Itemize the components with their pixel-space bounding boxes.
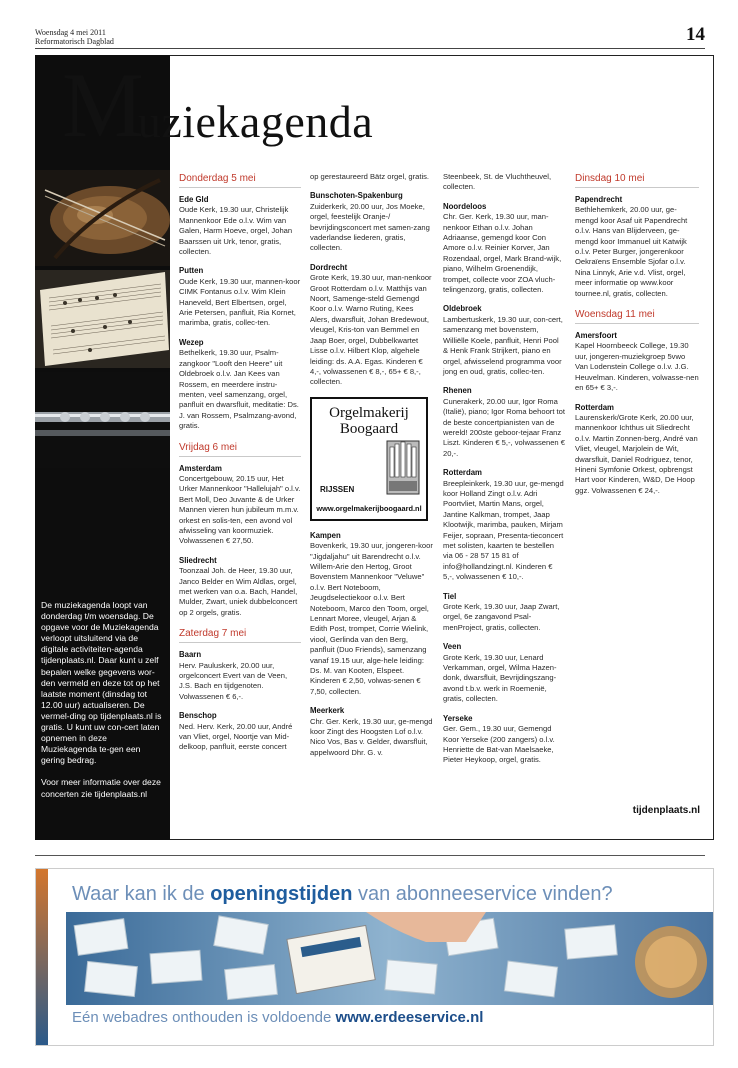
event (443, 386, 565, 459)
event-text: Breepleinkerk, 19.30 uur, ge-mengd koor Holland Zingt o.l.v. Adri Poortvliet, Martin Mans, orgel, Jantine Kalkman, trompet, Jaap Klootwijk, marimba, pauken, Mirjam Feijer, sopraan, Presenta-tieconcert met solisten, kaarten te bestellen via 06 - 28 57 15 81 of info@hollandzingt.nl. Kinderen € 5,-, volwassenen € 10,-. (443, 478, 564, 582)
day-heading: Vrijdag 6 mei (179, 441, 301, 457)
event (575, 195, 699, 299)
event-text: Concertgebouw, 20.15 uur, Het Urker Mannenkoor "Hallelujah" o.l.v. Bert Moll, Deo Juvante & de Urker Mannen vieren hun jubileum m.m.v. orkest en solis-ten, een avond vol afwisseling van koormuziek. Volwassenen € 27,50. (179, 473, 301, 546)
event-place: Benschop (179, 711, 217, 721)
event (179, 711, 301, 753)
event (575, 403, 699, 497)
event (179, 338, 301, 432)
event (179, 556, 301, 618)
event (443, 468, 565, 582)
event-place: Sliedrecht (179, 555, 217, 565)
event (310, 191, 433, 253)
event-place: Wezep (179, 337, 204, 347)
event-place: Ede Gld (179, 195, 209, 204)
event (310, 263, 433, 388)
event-place: Amsterdam (179, 463, 222, 473)
event-place: Veen (443, 642, 462, 652)
agenda-column-2 (310, 172, 433, 767)
banner-photo (66, 912, 713, 1005)
banner-question-post: van abonneeservice vinden? (352, 883, 613, 905)
event-place: Meerkerk (310, 706, 345, 716)
advert-title-line2: Boogaard (339, 420, 399, 437)
banner-color-strip (36, 869, 48, 1045)
advert-city: RIJSSEN (320, 484, 355, 494)
event-place: Amersfoort (575, 331, 618, 341)
abonneeservice-banner[interactable] (35, 868, 714, 1046)
header-divider (35, 48, 705, 49)
sheet-music-photo (35, 270, 170, 368)
event (443, 714, 565, 766)
section-divider (35, 855, 705, 856)
event-place: Putten (179, 266, 204, 276)
masthead (35, 28, 114, 46)
event-continued: Steenbeek, St. de Vluchtheuvel, collecten. (443, 172, 552, 192)
event-text: Lambertuskerk, 19.30 uur, con-cert, samenzang met bovenstem, Williëlle Koele, panfluit, Henri Pool & Henk Frank Strijkert, piano en orgel, afwisselend programma voor jong en oud, gratis, collec-ten. (443, 314, 563, 376)
event-text: Chr. Ger. Kerk, 19.30 uur, ge-mengd koor Zingt des Hoogsten Lof o.l.v. Nico Vos, Bas v. Gelder, dwarsfluit, appelwoord Dhr. G. v. (310, 716, 433, 757)
title-rest: uziekagenda (137, 96, 374, 147)
event-text: Cunerakerk, 20.00 uur, Igor Roma (Italië), piano; Igor Roma behoort tot de beste concertpianisten van de wereld! 200ste geboor-tejaar Franz Liszt. Kinderen € 5,-, volwassenen € 20,-. (443, 396, 565, 458)
erdeeservice-link[interactable]: www.erdeeservice.nl (335, 1009, 484, 1026)
advert-title-line1: Orgelmakerij (329, 404, 409, 421)
newspaper-name: Reformatorisch Dagblad (35, 37, 114, 46)
event-place: Kampen (310, 530, 341, 540)
event-place: Tiel (443, 591, 457, 601)
event (179, 464, 301, 547)
event-text: Grote Kerk, 19.30 uur, Jaap Zwart, orgel, 6e zangavond Psal-menProject, gratis, collecten. (443, 602, 560, 632)
event-text: Bethelkerk, 19.30 uur, Psalm-zangkoor "Looft den Heere" uit Oldebroek o.l.v. Jan Kees van Rossem, en meerdere instru-menten, veel samenzang, orgel, panfluit en dwarsfluit, meditatie: Ds. J. van Rossem, Psalmzang-avond, gratis. (179, 348, 299, 431)
event-text: Grote Kerk, 19.30 uur, Lenard Verkamman, orgel, Wilma Hazen-donk, dwarsfluit, Bevrijdingszang-avond t.b.v. werk in Roemenië, gratis, collecten. (443, 652, 557, 704)
orgelmakerij-advert[interactable] (310, 397, 428, 521)
event-place: Yerseke (443, 713, 473, 723)
sidebar-info (41, 600, 165, 811)
day-heading: Zaterdag 7 mei (179, 627, 301, 643)
event-place: Baarn (179, 650, 202, 660)
event-text: Grote Kerk, 19.30 uur, man-nenkoor Groot Rotterdam o.l.v. Matthijs van Noort, Samenge-steld Gemengd Koor o.l.v. Warno Ruting, Kees Alers, dwarsfluit, Johan Bredewout, vleugel, Kris-ton van Bemmel en Jaap Boer, orgel, Dubbelkwartet Lisse o.l.v. Hilbert Klop, algehele leiding: ds. A.A. Egas. Kinderen € 4,-, volwassenen € 8,-, 65+ € 8,-, collecten. (310, 273, 432, 387)
event-text: Chr. Ger. Kerk, 19.30 uur, man-nenkoor Ethan o.l.v. Johan Adriaanse, gemengd koor Con Amore o.l.v. Reinier Korver, Jan Rozendaal, orgel, Mark Brand-wijk, piano, Wilhelm Groenendijk, trompet, collecte voor ZOA vluch-telingenzorg, gratis, collecten. (443, 212, 562, 295)
agenda-column-1 (179, 172, 301, 762)
event (443, 304, 565, 377)
sidebar-paragraph: Voor meer informatie over deze concerten zie tijdenplaats.nl (41, 777, 161, 799)
event-place: Oldebroek (443, 304, 482, 314)
event-text: Herv. Pauluskerk, 20.00 uur, orgelconcert Evert van de Veen, J.S. Bach en tijdgenoten. Volwassenen € 6,-. (179, 660, 288, 701)
event-text: Zuiderkerk, 20.00 uur, Jos Moeke, orgel, feestelijk Oranje-/ bevrijdingsconcert met samen-zang vaderlandse liederen, gratis, collecten. (310, 201, 430, 253)
event (179, 195, 301, 257)
day-heading: Woensdag 11 mei (575, 308, 699, 324)
event-text: Bethlehemkerk, 20.00 uur, ge-mengd koor Asaf uit Papendrecht o.l.v. Hans van Blijderveen, ge-mengd koor Immanuel uit Katwijk o.l.v. Peter Burger, jongerenkoor Oekraïens Ensemble Sjofar o.l.v. Nina Linnyk, Arie v.d. Vlist, orgel, meer informatie op www.koor tournee.nl, gratis, collecten. (575, 205, 688, 298)
event (443, 642, 565, 704)
event-text: Kapel Hoornbeeck College, 19.30 uur, jongeren-muziekgroep 5vwo Van Lodenstein College o.l.v. J.G. Heuvelman. Kinderen, volwasse-nen en 65+ € 3,-. (575, 341, 699, 393)
advert-url[interactable]: www.orgelmakerijboogaard.nl (316, 504, 422, 514)
event (443, 592, 565, 634)
event-place: Rotterdam (443, 468, 482, 478)
event-place: Dordrecht (310, 262, 348, 272)
banner-question-pre: Waar kan ik de (72, 883, 211, 905)
event-text: Toonzaal Joh. de Heer, 19.30 uur, Janco Belder en Wim Aldlas, orgel, met werken van o.a. Bach, Handel, Mulder, Zwart, uniek dubbelconcert op 2 orgels, gratis. (179, 566, 298, 617)
event-text: Ger. Gem., 19.30 uur, Gemengd Koor Yerseke (200 zangers) o.l.v. Henriette de Bat-van Maelsaeke, Pieter Heykoop, orgel, gratis. (443, 724, 555, 765)
event (179, 266, 301, 328)
event-text: Oude Kerk, 19.30 uur, mannen-koor CIMK Fontanus o.l.v. Wim Klein Haneveld, Bert Elbertsen, orgel, Arie Petersen, panfluit, Ria Kornet, marimba, gratis, collec-ten. (179, 276, 301, 328)
violin-photo (35, 170, 170, 266)
banner-question-bold: openingstijden (210, 883, 353, 905)
banner-footer (72, 1009, 483, 1026)
tijdenplaats-link[interactable]: tijdenplaats.nl (632, 805, 700, 816)
event (575, 331, 699, 393)
event-text: Laurenskerk/Grote Kerk, 20.00 uur, mannenkoor Ichthus uit Sliedrecht o.l.v. Martin Zonnen-berg, André van Vliet, vleugel, Marjolein de Wit, dwarsfluit, Daniel Rodriguez, tenor, Hineni Symfonie Orkest, opbrengst Hart voor Kinderen, W&D, De Hoop ggz. Volwassenen € 24,-. (575, 412, 698, 495)
event-continued: op gerestaureerd Bätz orgel, gratis. (310, 172, 430, 181)
sidebar-paragraph: De muziekagenda loopt van donderdag t/m woensdag. De opgave voor de Muziekagenda verloopt uitsluitend via de digitale activiteiten-agenda tijdenplaats.nl. Daar kunt u zelf bepalen welke gegevens wor-den vermeld en deze tot op het laatste moment (dinsdag tot 12.00 uur) actualiseren. De vermel-ding op tijdenplaats.nl is gratis. U kunt uw con-cert laten opnemen in deze Muziekagenda te-gen een gering bedrag. (41, 600, 162, 766)
event (310, 531, 433, 698)
event-place: Bunschoten-Spakenburg (310, 191, 403, 201)
page-number: 14 (686, 24, 705, 45)
event (310, 706, 433, 758)
event-text: Bovenkerk, 19.30 uur, jongeren-koor "Jigdaljahu" uit Barendrecht o.l.v. Willem-Arie den Hertog, Groot Bovenstem Mannenkoor "Veluwe" o.l.v. Bert Noteboom, Jeugdselectiekoor o.l.v. Bert Noteboom, Marco den Toom, orgel, Lennart Moree, vleugel, Arjan & Edith Post, trompet, Corrie Wielink, viool, Gerlinda van den Berg, panfluit (Duo Friends), samenzang vanaf 19.15 uur, alge-hele leiding: Ds. M. van Kooten, Elspeet. Kinderen € 2,50, volwas-senen € 7,50, collecten. (310, 541, 433, 696)
event-place: Noordeloos (443, 201, 487, 211)
event-place: Papendrecht (575, 195, 623, 204)
event (179, 650, 301, 702)
event-text: Oude Kerk, 19.30 uur, Christelijk Mannenkoor Ede o.l.v. Wim van Galen, Harm Hoeve, orgel, Johan Baarssen uit Urk, tenor, gratis, collecten. (179, 205, 293, 257)
flute-photo (35, 372, 170, 468)
organ-pipes-icon (386, 437, 420, 495)
event-place: Rotterdam (575, 402, 614, 412)
agenda-column-3 (443, 172, 565, 775)
agenda-column-4 (575, 172, 699, 505)
event-place: Rhenen (443, 386, 472, 396)
day-heading: Donderdag 5 mei (179, 172, 301, 188)
banner-footer-pre: Eén webadres onthouden is voldoende (72, 1009, 336, 1026)
day-heading: Dinsdag 10 mei (575, 172, 699, 188)
event-text: Ned. Herv. Kerk, 20.00 uur, André van Vliet, orgel, Noortje van Mid-delkoop, panfluit, eerste concert (179, 721, 293, 752)
title-initial: M (62, 54, 144, 156)
issue-date: Woensdag 4 mei 2011 (35, 28, 106, 37)
page-title (62, 54, 374, 156)
banner-question (72, 883, 613, 906)
event (443, 202, 565, 296)
